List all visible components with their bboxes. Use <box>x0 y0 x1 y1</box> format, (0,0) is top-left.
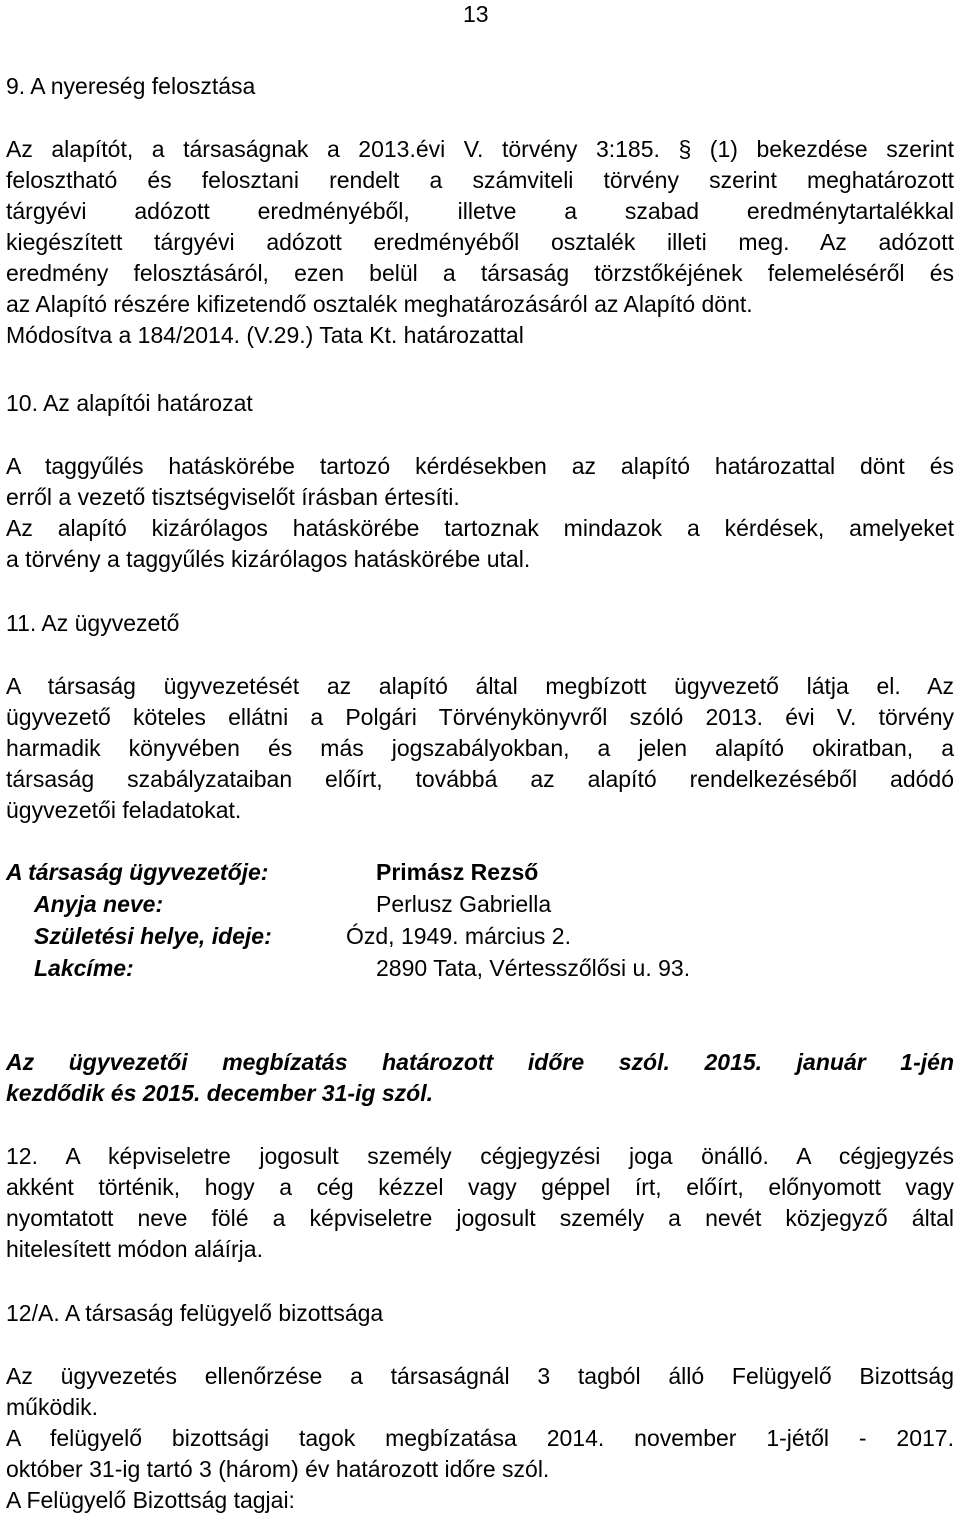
section-12a-paragraph-2 <box>6 1423 954 1516</box>
text-line: A taggyűlés hatáskörébe tartozó kérdésekben az alapító határozattal dönt és <box>6 453 954 479</box>
page-number: 13 <box>463 1 489 27</box>
text-line: október 31-ig tartó 3 (három) év határozott időre szól. <box>6 1456 550 1482</box>
text-line: 12. A képviseletre jogosult személy cégjegyzési joga önálló. A cégjegyzés <box>6 1143 954 1169</box>
section-9-heading: 9. A nyereség felosztása <box>6 73 256 99</box>
section-11-heading: 11. Az ügyvezető <box>6 610 180 636</box>
text-line: nyomtatott neve fölé a képviseletre jogosult személy a nevét közjegyző által <box>6 1205 954 1231</box>
address-label: Lakcíme: <box>34 955 134 981</box>
manager-row <box>6 857 954 888</box>
mandate-paragraph <box>6 1047 954 1109</box>
section-12-paragraph <box>6 1141 954 1265</box>
section-10-heading: 10. Az alapítói határozat <box>6 390 253 416</box>
mother-label: Anyja neve: <box>34 891 164 917</box>
birth-label: Születési helye, ideje: <box>34 923 272 949</box>
mother-value: Perlusz Gabriella <box>376 891 552 917</box>
address-row <box>6 953 954 984</box>
section-12a-paragraph-1 <box>6 1361 954 1423</box>
text-line: az Alapító részére kifizetendő osztalék meghatározásáról az Alapító dönt. <box>6 291 753 317</box>
text-line: tárgyévi adózott eredményéből, illetve a szabad eredménytartalékkal <box>6 198 954 224</box>
text-line: Az alapító kizárólagos hatáskörébe tartoznak mindazok a kérdések, amelyeket <box>6 515 954 541</box>
section-10-paragraph-1 <box>6 451 954 513</box>
text-line: kiegészített tárgyévi adózott eredményéből osztalék illeti meg. Az adózott <box>6 229 954 255</box>
text-line: hitelesített módon aláírja. <box>6 1236 263 1262</box>
text-line: A társaság ügyvezetését az alapító által megbízott ügyvezető látja el. Az <box>6 673 954 699</box>
text-line: erről a vezető tisztségviselőt írásban értesíti. <box>6 484 460 510</box>
text-line: ügyvezető köteles ellátni a Polgári Törvénykönyvről szóló 2013. évi V. törvény <box>6 704 954 730</box>
text-line: Az alapítót, a társaságnak a 2013.évi V. törvény 3:185. § (1) bekezdése szerint <box>6 136 954 162</box>
text-line: Az ügyvezetői megbízatás határozott időre szól. 2015. január 1-jén <box>6 1049 954 1075</box>
text-line: ügyvezetői feladatokat. <box>6 797 242 823</box>
amendment-note: Módosítva a 184/2014. (V.29.) Tata Kt. határozattal <box>6 322 524 348</box>
text-line: felosztható és felosztani rendelt a számviteli törvény szerint meghatározott <box>6 167 954 193</box>
section-11-paragraph <box>6 671 954 826</box>
members-label: A Felügyelő Bizottság tagjai: <box>6 1487 295 1513</box>
section-9-paragraph <box>6 134 954 351</box>
text-line: eredmény felosztásáról, ezen belül a társaság törzstőkéjének felemeléséről és <box>6 260 954 286</box>
manager-name: Primász Rezső <box>376 859 539 885</box>
section-10-paragraph-2 <box>6 513 954 575</box>
text-line: kezdődik és 2015. december 31-ig szól. <box>6 1080 433 1106</box>
mother-row <box>6 889 954 920</box>
text-line: működik. <box>6 1394 99 1420</box>
section-12a-heading: 12/A. A társaság felügyelő bizottsága <box>6 1300 384 1326</box>
text-line: Az ügyvezetés ellenőrzése a társaságnál 3 tagból álló Felügyelő Bizottság <box>6 1363 954 1389</box>
address-value: 2890 Tata, Vértesszőlősi u. 93. <box>376 955 691 981</box>
text-line: társaság szabályzataiban előírt, továbbá az alapító rendelkezéséből adódó <box>6 766 954 792</box>
text-line: akként történik, hogy a cég kézzel vagy géppel írt, előírt, előnyomott vagy <box>6 1174 954 1200</box>
text-line: A felügyelő bizottsági tagok megbízatása 2014. november 1-jétől - 2017. <box>6 1425 954 1451</box>
text-line: harmadik könyvében és más jogszabályokban, a jelen alapító okiratban, a <box>6 735 954 761</box>
birth-value: Ózd, 1949. március 2. <box>346 923 571 949</box>
manager-label: A társaság ügyvezetője: <box>6 859 269 885</box>
birth-row <box>6 921 954 952</box>
text-line: a törvény a taggyűlés kizárólagos hatáskörébe utal. <box>6 546 531 572</box>
